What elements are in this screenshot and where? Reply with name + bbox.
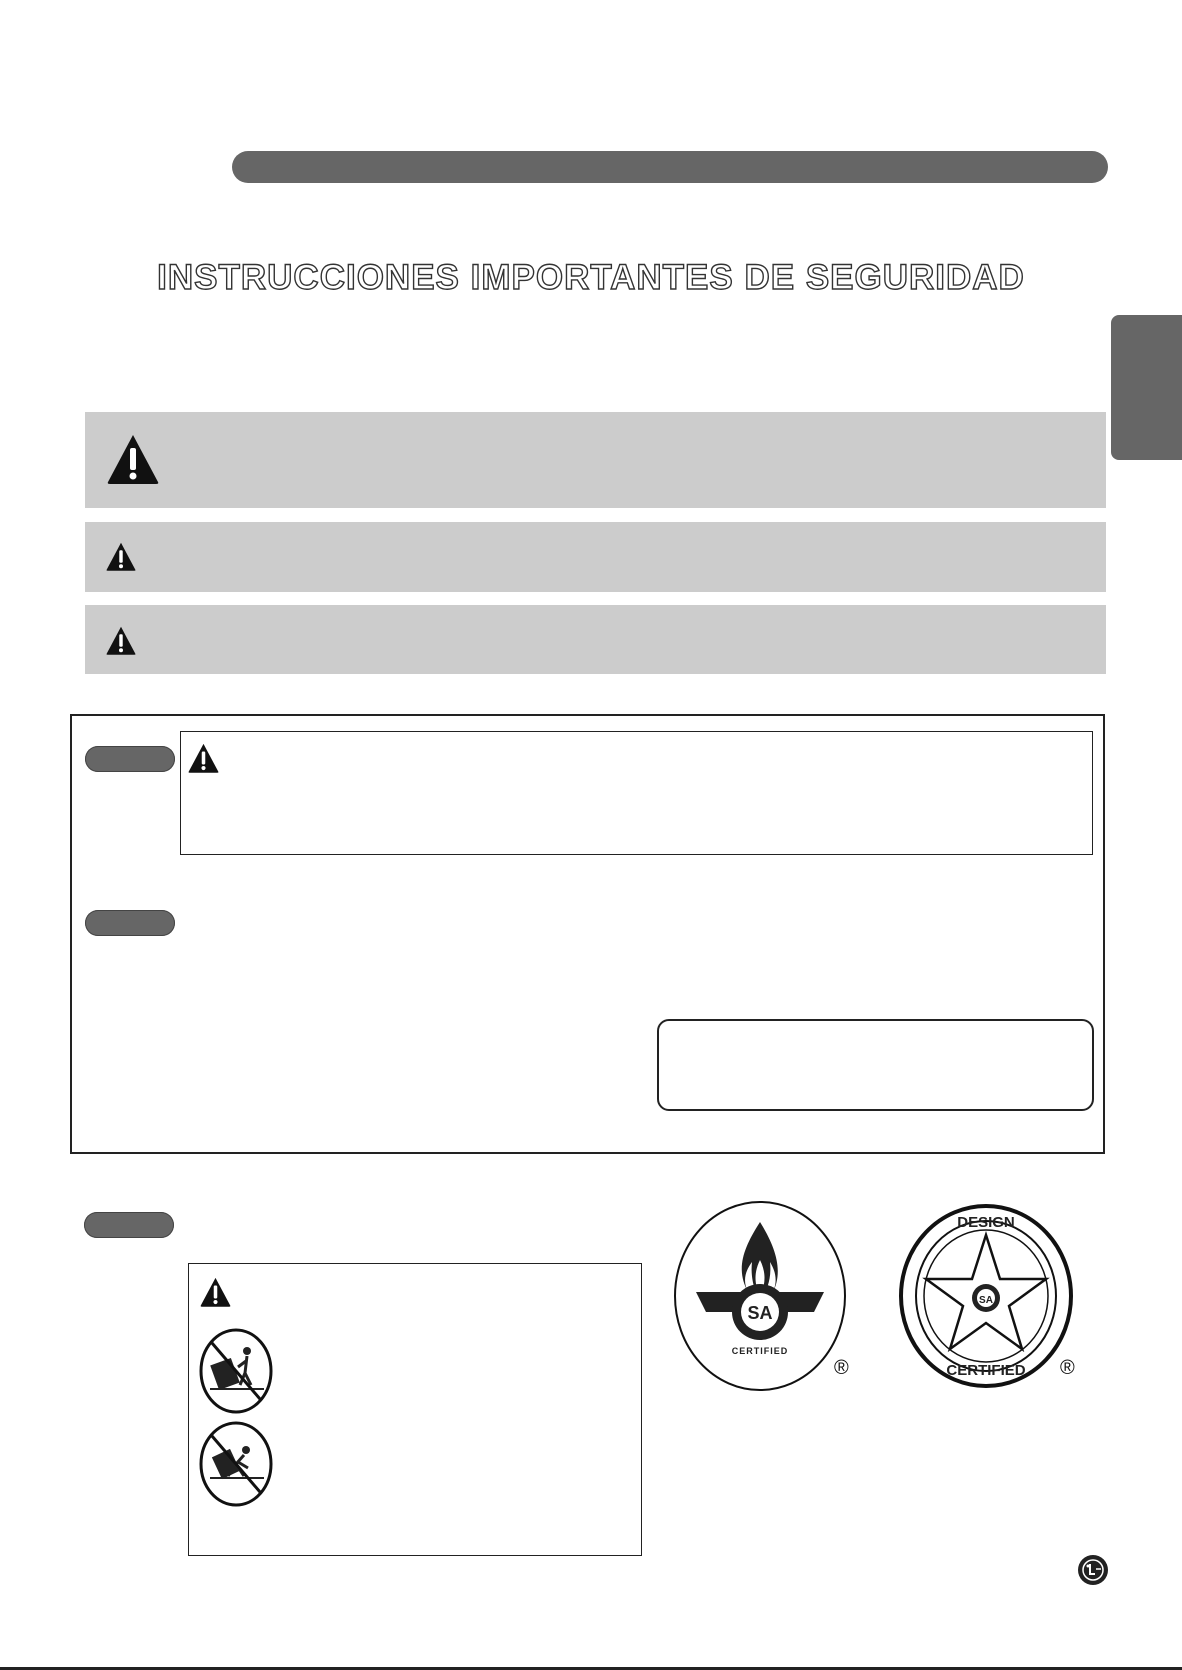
- star-seal-bottom-label: CERTIFIED: [946, 1362, 1026, 1379]
- csa-design-certified-star-seal: [898, 1203, 1074, 1389]
- language-side-tab: [1111, 315, 1182, 460]
- section-label-pill: [85, 910, 175, 936]
- inner-warning-box: [180, 731, 1093, 855]
- page-title: INSTRUCCIONES IMPORTANTES DE SEGURIDAD: [157, 258, 1025, 297]
- safety-alert-bar: [85, 412, 1106, 508]
- section-header-bar: [232, 151, 1108, 183]
- danger-bar: [85, 522, 1106, 592]
- section-label-pill: [85, 746, 175, 772]
- registered-mark: ®: [1060, 1357, 1075, 1379]
- section-label-pill: [84, 1212, 174, 1238]
- flame-seal-label: CERTIFIED: [731, 1346, 789, 1356]
- warning-bar: [85, 605, 1106, 674]
- csa-mark: SA: [747, 1303, 773, 1323]
- star-seal-top-label: DESIGN: [957, 1214, 1015, 1231]
- anti-tip-warning-box: [188, 1263, 642, 1556]
- csa-certified-flame-seal: [672, 1200, 848, 1396]
- no-climbing-icon: [198, 1420, 274, 1508]
- note-box: [657, 1019, 1094, 1111]
- warning-triangle-icon: [199, 1276, 232, 1308]
- warning-triangle-icon: [105, 432, 161, 486]
- warning-triangle-icon: [105, 541, 137, 572]
- csa-mark: SA: [979, 1295, 993, 1306]
- registered-mark: ®: [834, 1357, 849, 1379]
- lg-logo: [1077, 1554, 1109, 1591]
- warning-triangle-icon: [187, 742, 220, 774]
- warning-triangle-icon: [105, 625, 137, 656]
- no-tip-over-icon: [198, 1327, 274, 1415]
